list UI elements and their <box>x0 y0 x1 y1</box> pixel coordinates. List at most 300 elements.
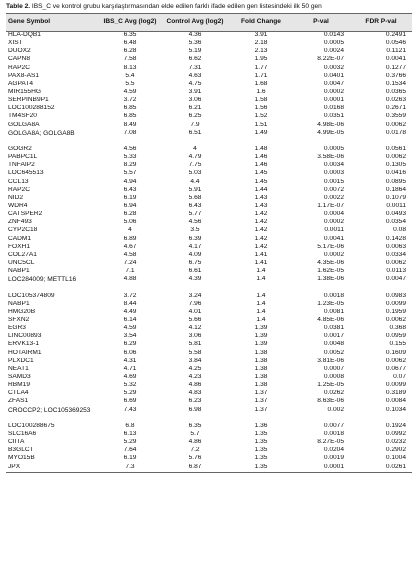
gene-symbol-cell: NID2 <box>8 194 24 201</box>
fold-change-cell: 3.91 <box>254 31 268 38</box>
gene-symbol-cell: AGPAT4 <box>8 80 34 87</box>
control-avg-cell: 4.09 <box>188 251 202 258</box>
control-avg-cell: 4.17 <box>188 243 202 250</box>
p-val-cell: 0.0005 <box>323 145 344 152</box>
table-row <box>6 423 412 431</box>
ibs-c-avg-cell: 5.4 <box>125 72 135 79</box>
ibs-c-avg-cell: 5.32 <box>123 382 137 389</box>
ibs-c-avg-cell: 8.29 <box>123 162 137 169</box>
ibs-c-avg-cell: 4.67 <box>123 243 137 250</box>
table-row <box>6 32 412 41</box>
ibs-c-avg-cell: 7.24 <box>123 259 137 266</box>
fold-change-cell: 1.44 <box>254 186 268 193</box>
control-avg-cell: 6.75 <box>188 259 202 266</box>
fdr-p-val-cell: 0.0011 <box>386 202 406 209</box>
table-row <box>6 227 412 235</box>
p-val-cell: 0.0008 <box>323 373 344 380</box>
control-avg-cell: 5.66 <box>188 316 202 323</box>
fold-change-cell: 1.37 <box>254 406 268 413</box>
p-val-cell: 0.0077 <box>323 422 344 429</box>
fdr-p-val-cell: 0.0178 <box>385 129 406 136</box>
gene-symbol-cell: B3GLCT <box>8 447 34 454</box>
fdr-p-val-cell: 0.0493 <box>385 211 406 218</box>
control-avg-cell: 4.86 <box>188 439 202 446</box>
gene-symbol-cell: ZNF493 <box>8 219 32 226</box>
fdr-p-val-cell: 0.0084 <box>385 398 406 405</box>
p-val-cell: 0.0034 <box>323 162 344 169</box>
table-row <box>6 187 412 195</box>
p-val-cell: 0.0032 <box>323 64 344 71</box>
ibs-c-avg-cell: 7.43 <box>123 406 137 413</box>
control-avg-cell: 6.61 <box>188 268 202 275</box>
control-avg-cell: 4.01 <box>188 308 202 315</box>
control-avg-cell: 7.31 <box>188 64 202 71</box>
control-avg-cell: 3.24 <box>188 292 202 299</box>
table-caption <box>6 3 322 10</box>
table-row <box>6 105 412 113</box>
ibs-c-avg-cell: 6.28 <box>123 211 137 218</box>
table-body <box>6 32 412 473</box>
gene-symbol-cell: TM4SF20 <box>8 113 37 120</box>
fdr-p-val-cell: 0.1121 <box>386 48 406 55</box>
gene-symbol-cell: CCL13 <box>8 178 29 185</box>
p-val-cell: 0.0168 <box>323 105 344 112</box>
table-row <box>6 195 412 203</box>
fdr-p-val-cell: 0.0062 <box>385 259 406 266</box>
ibs-c-avg-cell: 6.14 <box>123 316 137 323</box>
p-val-cell: 4.98E-06 <box>317 121 344 128</box>
gene-symbol-cell: ERVK13-1 <box>8 341 40 348</box>
ibs-c-avg-cell: 4.69 <box>123 373 137 380</box>
fold-change-cell: 1.46 <box>254 154 268 161</box>
gene-symbol-cell: CROCCP2; LOC105369253 <box>8 406 91 414</box>
fdr-p-val-cell: 0.3559 <box>385 113 406 120</box>
fdr-p-val-cell: 0.07 <box>393 373 406 380</box>
control-avg-cell: 4.83 <box>188 390 202 397</box>
gene-symbol-cell: CADM1 <box>8 235 32 242</box>
control-avg-cell: 7.2 <box>190 447 200 454</box>
fold-change-cell: 1.71 <box>254 72 268 79</box>
ibs-c-avg-cell: 4.58 <box>123 251 137 258</box>
table-row <box>6 350 412 358</box>
table-row <box>6 431 412 439</box>
fdr-p-val-cell: 0.0365 <box>385 88 406 95</box>
fold-change-cell: 1.45 <box>254 178 268 185</box>
fold-change-cell: 1.42 <box>254 235 268 242</box>
p-val-cell: 0.0041 <box>323 235 344 242</box>
fold-change-cell: 1.38 <box>254 349 268 356</box>
fdr-p-val-cell: 0.1277 <box>385 64 406 71</box>
gene-symbol-cell: GOGR2 <box>8 145 32 152</box>
gene-symbol-cell: RAP2C <box>8 64 30 71</box>
p-val-cell: 0.0048 <box>323 341 344 348</box>
table-row <box>6 170 412 178</box>
table-row <box>6 447 412 455</box>
fdr-p-val-cell: 0.3189 <box>385 390 406 397</box>
fold-change-cell: 1.43 <box>254 194 268 201</box>
gene-symbol-cell: GOLGA8A <box>8 121 40 128</box>
fdr-p-val-cell: 0.0959 <box>385 333 406 340</box>
p-val-cell: 0.0018 <box>323 430 344 437</box>
table-row <box>6 113 412 121</box>
p-val-cell: 1.25E-05 <box>317 382 344 389</box>
p-val-cell: 4.99E-05 <box>317 129 344 136</box>
fdr-p-val-cell: 0.1609 <box>385 349 406 356</box>
ibs-c-avg-cell: 6.13 <box>123 430 137 437</box>
control-avg-cell: 6.21 <box>188 105 202 112</box>
p-val-cell: 3.58E-06 <box>317 154 344 161</box>
fdr-p-val-cell: 0.08 <box>393 227 406 234</box>
ibs-c-avg-cell: 6.85 <box>123 113 137 120</box>
fold-change-cell: 1.77 <box>254 64 268 71</box>
table-row <box>6 48 412 56</box>
ibs-c-avg-cell: 5.57 <box>123 170 137 177</box>
table-row <box>6 317 412 325</box>
fold-change-cell: 1.68 <box>254 80 268 87</box>
control-avg-cell: 4.86 <box>188 382 202 389</box>
control-avg-cell: 5.36 <box>188 40 202 47</box>
gene-symbol-cell: LOC284009; METTL16 <box>8 276 77 284</box>
fdr-p-val-cell: 0.0983 <box>385 292 406 299</box>
gene-symbol-cell: RBM19 <box>8 382 30 389</box>
p-val-cell: 1.38E-06 <box>317 276 344 283</box>
ibs-c-avg-cell: 4.49 <box>123 308 137 315</box>
control-avg-cell: 6.39 <box>188 235 202 242</box>
control-avg-cell: 6.23 <box>188 398 202 405</box>
gene-symbol-cell: HMG20B <box>8 308 36 315</box>
control-avg-cell: 4.25 <box>188 365 202 372</box>
gene-symbol-cell: UNC5CL <box>8 259 35 266</box>
fdr-p-val-cell: 0.1034 <box>385 406 406 413</box>
control-avg-cell: 5.81 <box>188 341 202 348</box>
table-row <box>6 203 412 211</box>
p-val-cell: 8.22E-07 <box>317 56 344 63</box>
ibs-c-avg-cell: 4 <box>128 227 132 234</box>
gene-symbol-cell: DUOX2 <box>8 48 31 55</box>
gene-symbol-cell: LOC645513 <box>8 170 44 177</box>
fold-change-cell: 1.4 <box>256 276 266 283</box>
fold-change-cell: 1.58 <box>254 97 268 104</box>
fold-change-cell: 1.52 <box>254 113 268 120</box>
ibs-c-avg-cell: 3.72 <box>123 97 137 104</box>
control-avg-cell: 5.68 <box>188 194 202 201</box>
p-val-cell: 0.0019 <box>323 455 344 462</box>
gene-symbol-cell: LOC100288152 <box>8 105 55 112</box>
control-avg-cell: 6.35 <box>188 422 202 429</box>
gene-symbol-cell: NEAT1 <box>8 365 29 372</box>
gene-symbol-cell: SERPINB9P1 <box>8 97 49 104</box>
ibs-c-avg-cell: 3.72 <box>123 292 137 299</box>
fdr-p-val-cell: 0.2491 <box>385 31 406 38</box>
fdr-p-val-cell: 0.1959 <box>385 308 406 315</box>
table-row <box>6 398 412 406</box>
table-row <box>6 56 412 64</box>
fdr-p-val-cell: 0.0063 <box>385 243 406 250</box>
fold-change-cell: 1.35 <box>254 430 268 437</box>
p-val-cell: 0.0401 <box>323 72 344 79</box>
gene-symbol-cell: LOC105374809 <box>8 292 55 299</box>
gene-symbol-cell: NABP1 <box>8 268 30 275</box>
ibs-c-avg-cell: 6.19 <box>123 455 137 462</box>
control-avg-cell: 5.91 <box>188 186 202 193</box>
gene-symbol-cell: MYO15B <box>8 455 35 462</box>
fdr-p-val-cell: 0.0099 <box>385 382 406 389</box>
fdr-p-val-cell: 0.0677 <box>385 365 406 372</box>
table-row <box>6 154 412 162</box>
ibs-c-avg-cell: 7.08 <box>123 129 137 136</box>
control-avg-cell: 4.79 <box>188 154 202 161</box>
p-val-cell: 0.0262 <box>323 390 344 397</box>
fold-change-cell: 1.46 <box>254 162 268 169</box>
fold-change-cell: 1.56 <box>254 105 268 112</box>
fold-change-cell: 1.95 <box>254 56 268 63</box>
fold-change-cell: 1.41 <box>254 259 268 266</box>
fdr-p-val-cell: 0.368 <box>389 325 406 332</box>
p-val-cell: 4.35E-06 <box>317 259 344 266</box>
gene-symbol-cell: FOXH1 <box>8 243 30 250</box>
gene-symbol-cell: WDR4 <box>8 202 28 209</box>
ibs-c-avg-cell: 6.48 <box>123 40 137 47</box>
p-val-cell: 0.0018 <box>323 292 344 299</box>
p-val-cell: 0.0005 <box>323 40 344 47</box>
fold-change-cell: 1.38 <box>254 373 268 380</box>
p-val-cell: 0.0381 <box>323 325 344 332</box>
fdr-p-val-cell: 0.0232 <box>385 439 406 446</box>
fdr-p-val-cell: 0.0416 <box>385 170 406 177</box>
control-avg-cell: 4.75 <box>188 80 202 87</box>
fold-change-cell: 1.48 <box>254 145 268 152</box>
table-row <box>6 81 412 89</box>
gene-symbol-cell: MIR155HG <box>8 88 41 95</box>
fdr-p-val-cell: 0.0113 <box>386 268 406 275</box>
p-val-cell: 0.0072 <box>323 186 344 193</box>
gene-symbol-cell: CIITA <box>8 439 25 446</box>
control-avg-cell: 7.96 <box>188 300 202 307</box>
ibs-c-avg-cell: 8.44 <box>123 300 137 307</box>
table-row <box>6 455 412 463</box>
gene-symbol-cell: PAX8-AS1 <box>8 72 40 79</box>
fdr-p-val-cell: 0.0261 <box>350 464 412 473</box>
gene-symbol-cell: RAP2C <box>8 186 30 193</box>
fold-change-cell: 1.39 <box>254 325 268 332</box>
ibs-c-avg-cell: 4.59 <box>123 325 137 332</box>
header-gene-symbol: Gene Symbol <box>6 14 100 32</box>
p-val-cell: 0.0351 <box>323 113 344 120</box>
ibs-c-avg-cell: 8.13 <box>123 64 137 71</box>
control-avg-cell: 5.03 <box>188 170 202 177</box>
fold-change-cell: 1.42 <box>254 227 268 234</box>
ibs-c-avg-cell: 4.71 <box>123 365 137 372</box>
fdr-p-val-cell: 0.1428 <box>385 235 406 242</box>
ibs-c-avg-cell: 5.29 <box>123 439 137 446</box>
control-avg-cell: 4.12 <box>188 325 202 332</box>
ibs-c-avg-cell: 4.59 <box>123 88 137 95</box>
gene-symbol-cell: XIST <box>8 40 23 47</box>
gene-symbol-cell: SAMD3 <box>8 373 31 380</box>
fold-change-cell: 1.45 <box>254 170 268 177</box>
table-row <box>6 374 412 382</box>
table-row <box>6 162 412 170</box>
fdr-p-val-cell: 0.0062 <box>385 154 406 161</box>
p-val-cell: 5.17E-06 <box>317 243 344 250</box>
fold-change-cell: 2.18 <box>254 40 268 47</box>
gene-symbol-cell: HOTAIRM1 <box>8 349 42 356</box>
fdr-p-val-cell: 0.0263 <box>385 97 406 104</box>
fold-change-cell: 1.39 <box>254 341 268 348</box>
control-avg-cell: 4.39 <box>188 276 202 283</box>
ibs-c-avg-cell: 8.49 <box>123 121 137 128</box>
ibs-c-avg-cell: 6.8 <box>125 422 135 429</box>
control-avg-cell: 3.91 <box>188 88 202 95</box>
ibs-c-avg-cell: 5.33 <box>123 154 137 161</box>
ibs-c-avg-cell: 6.29 <box>123 341 137 348</box>
header-control-avg: Control Avg (log2) <box>160 14 230 32</box>
table-row <box>6 358 412 366</box>
fdr-p-val-cell: 0.0047 <box>385 276 406 283</box>
ibs-c-avg-cell: 6.94 <box>123 202 137 209</box>
fold-change-cell: 1.4 <box>256 268 266 275</box>
fold-change-cell: 1.36 <box>254 422 268 429</box>
fold-change-cell: 1.37 <box>254 390 268 397</box>
control-avg-cell: 7.9 <box>190 121 200 128</box>
fold-change-cell: 1.38 <box>254 365 268 372</box>
control-avg-cell: 3.84 <box>188 357 202 364</box>
fold-change-cell: 1.38 <box>254 357 268 364</box>
fold-change-cell: 1.51 <box>254 121 268 128</box>
fdr-p-val-cell: 0.0062 <box>385 121 406 128</box>
p-val-cell: 4.85E-06 <box>317 316 344 323</box>
fold-change-cell: 1.35 <box>254 455 268 462</box>
table-row <box>6 333 412 341</box>
ibs-c-avg-cell: 6.89 <box>123 235 137 242</box>
gene-symbol-cell: TNFAIP2 <box>8 162 35 169</box>
fdr-p-val-cell: 0.2671 <box>385 105 406 112</box>
control-avg-cell: 5.77 <box>188 211 202 218</box>
fold-change-cell: 1.42 <box>254 243 268 250</box>
ibs-c-avg-cell: 6.85 <box>123 105 137 112</box>
fold-change-cell: 1.39 <box>254 333 268 340</box>
control-avg-cell: 5.7 <box>190 430 200 437</box>
p-val-cell: 8.63E-06 <box>317 398 344 405</box>
gene-symbol-cell: JPX <box>6 464 100 473</box>
p-val-cell: 0.0002 <box>323 88 344 95</box>
fdr-p-val-cell: 0.2902 <box>385 447 406 454</box>
fold-change-cell: 1.4 <box>256 300 266 307</box>
gene-symbol-cell: LOC100288675 <box>8 422 55 429</box>
p-val-cell: 0.0011 <box>324 227 344 234</box>
fold-change-cell: 1.4 <box>256 316 266 323</box>
control-avg-cell: 4.63 <box>188 72 202 79</box>
control-avg-cell: 3.06 <box>188 333 202 340</box>
table-row <box>6 276 412 292</box>
table-row <box>6 366 412 374</box>
fdr-p-val-cell: 0.0895 <box>385 178 406 185</box>
gene-symbol-cell: NABP1 <box>8 300 30 307</box>
control-avg-cell: 3.5 <box>190 227 200 234</box>
fdr-p-val-cell: 0.0992 <box>385 430 406 437</box>
gene-symbol-cell: SFXN2 <box>8 316 30 323</box>
fold-change-cell: 1.42 <box>254 211 268 218</box>
table-row <box>6 325 412 333</box>
fdr-p-val-cell: 0.0334 <box>385 251 406 258</box>
control-avg-cell: 6.25 <box>188 113 202 120</box>
p-val-cell: 0.0002 <box>323 219 344 226</box>
fold-change-cell: 1.4 <box>256 292 266 299</box>
gene-symbol-cell: ZFAS1 <box>8 398 29 405</box>
p-val-cell: 0.0007 <box>323 365 344 372</box>
p-val-cell: 1.23E-05 <box>317 300 344 307</box>
table-row <box>6 252 412 260</box>
gene-symbol-cell: CAPN8 <box>8 56 30 63</box>
header-p-val: P-val <box>292 14 350 32</box>
ibs-c-avg-cell: 6.28 <box>123 48 137 55</box>
table-row <box>6 309 412 317</box>
control-avg-cell: 6.62 <box>188 56 202 63</box>
fdr-p-val-cell: 0.155 <box>389 341 406 348</box>
ibs-c-avg-cell: 3.54 <box>123 333 137 340</box>
table-row <box>6 301 412 309</box>
p-val-cell: 1.17E-07 <box>317 202 344 209</box>
table-label: Table 2. <box>6 3 31 10</box>
gene-symbol-cell: CTLA4 <box>8 390 29 397</box>
fdr-p-val-cell: 0.0062 <box>385 316 406 323</box>
fold-change-cell: 1.41 <box>254 251 268 258</box>
table-row <box>6 244 412 252</box>
p-val-cell: 0.0204 <box>323 447 344 454</box>
fold-change-cell: 1.4 <box>256 308 266 315</box>
ibs-c-avg-cell: 4.88 <box>123 276 137 283</box>
table-row <box>6 382 412 390</box>
control-avg-cell: 5.76 <box>188 455 202 462</box>
p-val-cell: 0.0002 <box>323 251 344 258</box>
ibs-c-avg-cell: 5.06 <box>123 219 137 226</box>
table-row <box>6 122 412 130</box>
fdr-p-val-cell: 0.1864 <box>385 186 406 193</box>
gene-symbol-cell: GOLGA8A; GOLGA8B <box>8 129 75 137</box>
fdr-p-val-cell: 0.0041 <box>385 56 406 63</box>
table-row <box>6 268 412 276</box>
table-row <box>6 464 412 473</box>
table-row <box>6 293 412 301</box>
table-row <box>6 211 412 219</box>
control-avg-cell: 4 <box>193 145 197 152</box>
control-avg-cell: 5.19 <box>188 48 202 55</box>
ibs-c-avg-cell: 4.31 <box>123 357 137 364</box>
table-row <box>6 407 412 423</box>
header-row <box>6 14 412 32</box>
p-val-cell: 0.0015 <box>323 178 344 185</box>
ibs-c-avg-cell: 7.64 <box>123 447 137 454</box>
fold-change-cell: 1.38 <box>254 382 268 389</box>
gene-symbol-cell: SLC16A6 <box>8 430 37 437</box>
table-row <box>6 73 412 81</box>
table-caption-text: IBS_C ve kontrol grubu karşılaştırmasından elde edilen farklı ifade edilen gen listesindeki ilk 50 gen <box>30 3 322 10</box>
gene-table <box>6 13 412 473</box>
p-val-cell: 0.0022 <box>323 194 344 201</box>
gene-symbol-cell: COL27A1 <box>8 251 37 258</box>
fold-change-cell: 1.37 <box>254 398 268 405</box>
table-header <box>6 14 412 32</box>
p-val-cell: 3.81E-06 <box>317 357 344 364</box>
ibs-c-avg-cell: 6.06 <box>123 349 137 356</box>
ibs-c-avg-cell: 6.35 <box>123 31 137 38</box>
table-row <box>6 146 412 154</box>
p-val-cell: 1.62E-05 <box>317 268 344 275</box>
p-val-cell: 0.002 <box>327 406 344 413</box>
ibs-c-avg-cell: 7.1 <box>125 268 135 275</box>
fdr-p-val-cell: 0.0062 <box>385 357 406 364</box>
fdr-p-val-cell: 0.0354 <box>385 219 406 226</box>
